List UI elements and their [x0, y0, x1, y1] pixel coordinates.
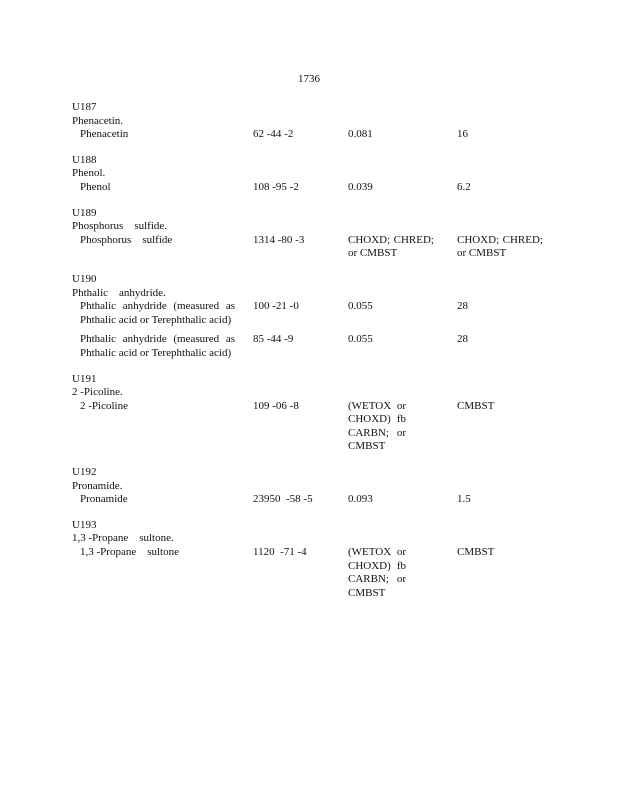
constituent-row — [0, 128, 618, 142]
waste-code: U187 — [72, 101, 97, 113]
cas-number: 100 -21 -0 — [253, 300, 299, 313]
constituent-name: 1,3 -Propane sultone — [80, 546, 179, 559]
constituent-name: 2 -Picoline — [80, 399, 128, 412]
nonwastewater-standard: CMBST — [457, 546, 495, 559]
cas-number: 1120 -71 -4 — [253, 546, 307, 559]
waste-entry-u189 — [0, 207, 618, 261]
constituent-name: Phenacetin — [80, 128, 129, 141]
waste-name: Pronamide. — [72, 479, 123, 492]
constituent-row — [0, 333, 618, 360]
wastewater-standard: CHOXD; CHRED; or CMBST — [348, 233, 434, 260]
cas-number: 1314 -80 -3 — [253, 233, 305, 246]
waste-name: Phenol. — [72, 167, 106, 180]
nonwastewater-standard: 16 — [457, 128, 468, 141]
wastewater-standard: (WETOX or CHOXD) fb CARBN; or CMBST — [348, 546, 406, 599]
waste-code: U190 — [72, 272, 97, 285]
waste-code: U193 — [72, 518, 97, 531]
waste-name: 1,3 -Propane sultone. — [72, 532, 174, 545]
constituent-name: Pronamide — [80, 493, 128, 506]
nonwastewater-standard: CHOXD; CHRED; or CMBST — [457, 233, 543, 260]
waste-code: U191 — [72, 372, 97, 385]
wastewater-standard: 0.081 — [348, 128, 373, 141]
waste-code-table — [0, 101, 618, 612]
cas-number: 108 -95 -2 — [253, 180, 299, 193]
waste-code: U189 — [72, 206, 97, 219]
wastewater-standard: 0.055 — [348, 333, 373, 346]
waste-code: U192 — [72, 466, 97, 479]
nonwastewater-standard: 28 — [457, 300, 468, 313]
waste-name: Phosphorus sulfide. — [72, 220, 168, 233]
constituent-row — [0, 234, 618, 261]
waste-name: 2 -Picoline. — [72, 386, 123, 399]
cas-number: 62 -44 -2 — [253, 128, 294, 141]
nonwastewater-standard: CMBST — [457, 399, 495, 412]
cas-number: 23950 -58 -5 — [253, 493, 313, 506]
constituent-row — [0, 181, 618, 195]
constituent-name: Phenol — [80, 180, 111, 193]
waste-entry-u190 — [0, 273, 618, 361]
constituent-row — [0, 493, 618, 507]
waste-name: Phthalic anhydride. — [72, 286, 166, 299]
constituent-name: Phthalic anhydride (measured as Phthalic acid or Terephthalic acid) — [80, 333, 235, 359]
constituent-name: Phthalic anhydride (measured as Phthalic acid or Terephthalic acid) — [80, 300, 235, 326]
nonwastewater-standard: 6.2 — [457, 180, 471, 193]
waste-name: Phenacetin. — [72, 114, 124, 127]
waste-entry-u187 — [0, 101, 618, 142]
constituent-name: Phosphorus sulfide — [80, 233, 173, 246]
constituent-row — [0, 400, 618, 454]
wastewater-standard: 0.093 — [348, 493, 373, 506]
nonwastewater-standard: 28 — [457, 333, 468, 346]
wastewater-standard: (WETOX or CHOXD) fb CARBN; or CMBST — [348, 399, 406, 453]
waste-entry-u188 — [0, 154, 618, 195]
cas-number: 109 -06 -8 — [253, 399, 299, 412]
nonwastewater-standard: 1.5 — [457, 493, 471, 506]
waste-entry-u193 — [0, 519, 618, 601]
waste-entry-u191 — [0, 373, 618, 455]
wastewater-standard: 0.039 — [348, 180, 373, 193]
waste-code: U188 — [72, 153, 97, 166]
cas-number: 85 -44 -9 — [253, 333, 294, 346]
page-number: 1736 — [298, 73, 320, 85]
wastewater-standard: 0.055 — [348, 300, 373, 313]
constituent-row — [0, 546, 618, 600]
waste-entry-u192 — [0, 466, 618, 507]
constituent-row — [0, 300, 618, 327]
